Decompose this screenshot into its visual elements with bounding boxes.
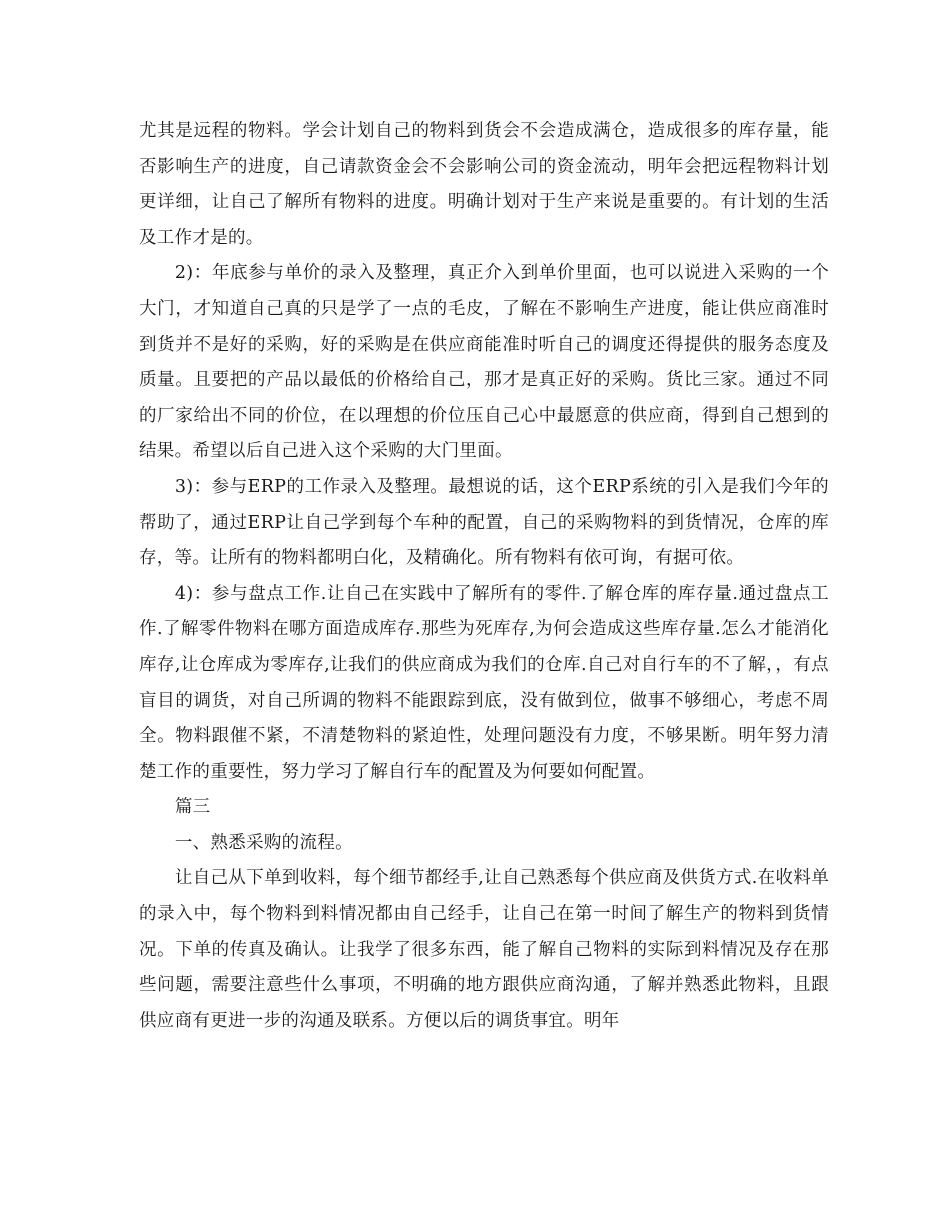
- paragraph-procurement-details: 让自己从下单到收料，每个细节都经手,让自己熟悉每个供应商及供货方式.在收料单的录入中，每个物料到料情况都由自己经手，让自己在第一时间了解生产的物料到货情况。下单的传真及确认。让我学了很多东西，能了解自己物料的实际到料情况及存在那些问题，需要注意些什么事项，不明确的地方跟供应商沟通，了解并熟悉此物料，且跟供应商有更进一步的沟通及联系。方便以后的调货事宜。明年: [139, 868, 829, 1031]
- paragraph-item-4-inventory: 4)：参与盘点工作.让自己在实践中了解所有的零件.了解仓库的库存量.通过盘点工作.了解零件物料在哪方面造成库存.那些为死库存,为何会造成这些库存量.怎么才能消化库存,让仓库成为零库存,让我们的供应商成为我们的仓库.自己对自行车的不了解，，有点盲目的调货，对自己所调的物料不能跟踪到底，没有做到位，做事不够细心，考虑不周全。物料跟催不紧，不清楚物料的紧迫性，处理问题没有力度，不够果断。明年努力清楚工作的重要性，努力学习了解自行车的配置及为何要如何配置。: [139, 583, 829, 782]
- paragraph-item-3-erp: 3)：参与ERP的工作录入及整理。最想说的话，这个ERP系统的引入是我们今年的帮助了，通过ERP让自己学到每个车种的配置，自己的采购物料的到货情况，仓库的库存，等。让所有的物料都明白化，及精确化。所有物料有依可询，有据可依。: [139, 476, 829, 569]
- document-body: [139, 114, 829, 1039]
- subheading-procurement-process: 一、熟悉采购的流程。: [174, 832, 353, 853]
- section-heading-part-three: 篇三: [174, 797, 211, 818]
- paragraph-continued-remote-materials: 尤其是远程的物料。学会计划自己的物料到货会不会造成满仓，造成很多的库存量，能否影响生产的进度，自己请款资金会不会影响公司的资金流动，明年会把远程物料计划更详细，让自己了解所有物料的进度。明确计划对于生产来说是重要的。有计划的生活及工作才是的。: [139, 121, 829, 248]
- paragraph-item-2-unit-price: 2)：年底参与单价的录入及整理，真正介入到单价里面，也可以说进入采购的一个大门，才知道自己真的只是学了一点的毛皮，了解在不影响生产进度，能让供应商准时到货并不是好的采购，好的采购是在供应商能准时听自己的调度还得提供的服务态度及质量。且要把的产品以最低的价格给自己，那才是真正好的采购。货比三家。通过不同的厂家给出不同的价位，在以理想的价位压自己心中最愿意的供应商，得到自己想到的结果。希望以后自己进入这个采购的大门里面。: [139, 263, 829, 462]
